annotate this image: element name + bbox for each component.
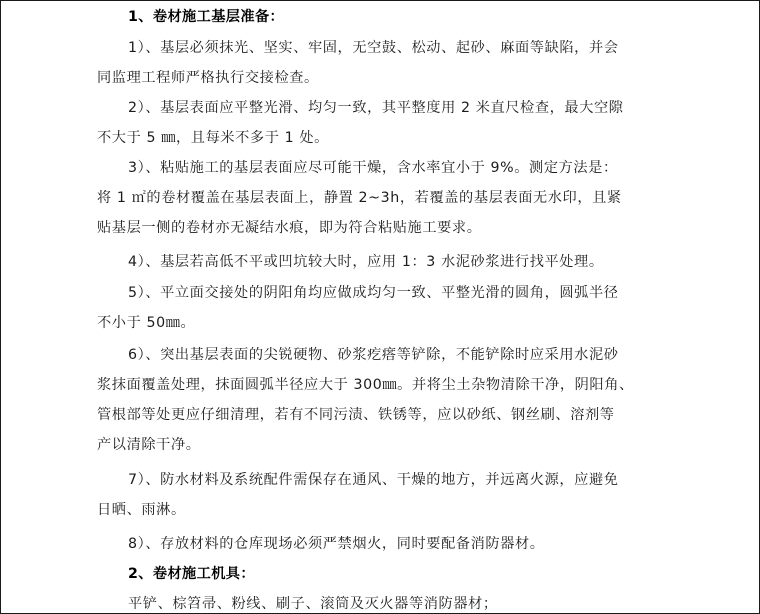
item-5-line-1: 5）、平立面交接处的阴阳角均应做成均匀一致、平整光滑的圆角，圆弧半径 bbox=[128, 285, 619, 301]
item-1-line-1: 1）、基层必须抹光、坚实、牢固，无空鼓、松动、起砂、麻面等缺陷，并会 bbox=[128, 40, 619, 56]
section-2-heading: 2、卷材施工机具： bbox=[128, 566, 255, 582]
item-1-line-2: 同监理工程师严格执行交接检查。 bbox=[97, 70, 319, 86]
item-6-line-1: 6）、突出基层表面的尖锐硬物、砂浆疙瘩等铲除，不能铲除时应采用水泥砂 bbox=[128, 347, 619, 363]
item-7-line-2: 日晒、雨淋。 bbox=[97, 502, 186, 518]
item-6-line-4: 产以清除干净。 bbox=[97, 437, 201, 453]
item-2-line-2: 不大于 5 ㎜，且每米不多于 1 处。 bbox=[97, 130, 329, 146]
item-6-line-3: 管根部等处更应仔细清理，若有不同污渍、铁锈等，应以砂纸、钢丝刷、溶剂等 bbox=[97, 407, 615, 423]
item-8-line-1: 8）、存放材料的仓库现场必须严禁烟火，同时要配备消防器材。 bbox=[128, 536, 545, 552]
item-3-line-3: 贴基层一侧的卷材亦无凝结水痕，即为符合粘贴施工要求。 bbox=[97, 220, 482, 236]
item-7-line-1: 7）、防水材料及系统配件需保存在通风、干燥的地方，并远离火源，应避免 bbox=[128, 472, 619, 488]
item-4-line-1: 4）、基层若高低不平或凹坑较大时，应用 1：3 水泥砂浆进行找平处理。 bbox=[128, 254, 604, 270]
section-1-heading: 1、卷材施工基层准备： bbox=[128, 9, 285, 25]
item-3-line-1: 3）、粘贴施工的基层表面应尽可能干燥，含水率宜小于 9%。测定方法是： bbox=[128, 160, 618, 176]
item-6-line-2: 浆抹面覆盖处理，抹面圆弧半径应大于 300㎜。并将尘土杂物清除干净，阴阳角、 bbox=[97, 377, 634, 393]
item-3-line-2: 将 1 ㎡的卷材覆盖在基层表面上，静置 2~3h，若覆盖的基层表面无水印，且紧 bbox=[97, 190, 622, 206]
tools-line-1: 平铲、棕笤帚、粉线、刷子、滚筒及灭火器等消防器材； bbox=[128, 596, 498, 612]
item-5-line-2: 不小于 50㎜。 bbox=[97, 315, 196, 331]
item-2-line-1: 2）、基层表面应平整光滑、均匀一致，其平整度用 2 米直尺检查，最大空隙 bbox=[128, 100, 624, 116]
